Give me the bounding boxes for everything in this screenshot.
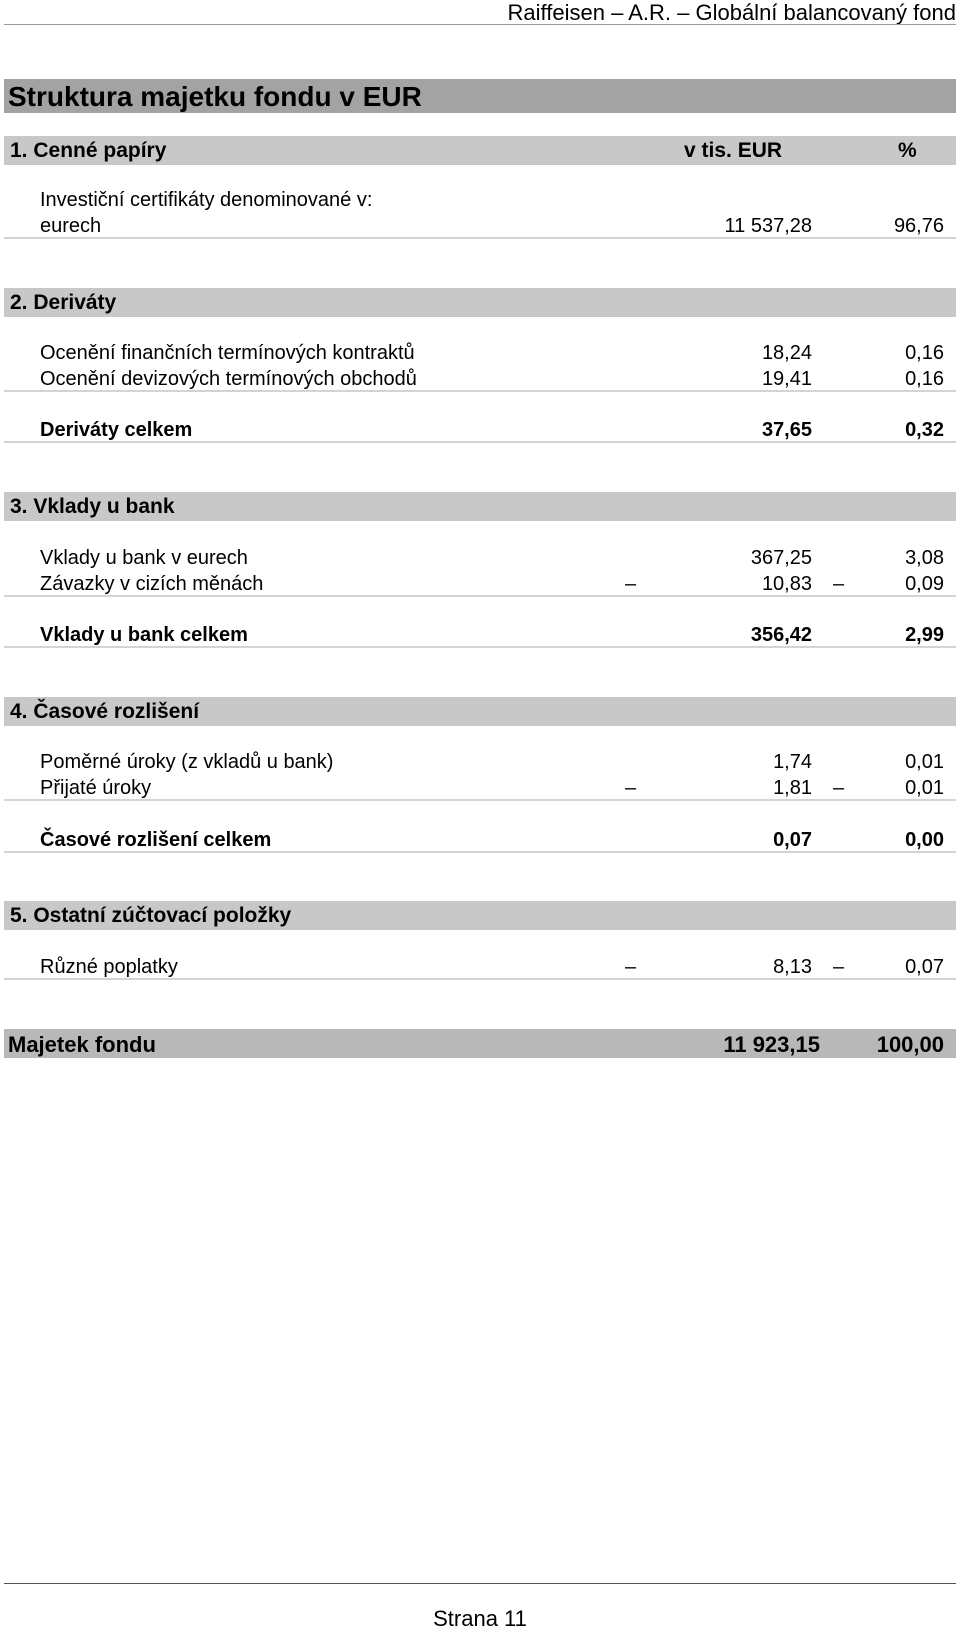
value-percent: 0,32 (905, 419, 944, 441)
subtotal-row (4, 624, 956, 648)
value-eur: 1,74 (773, 751, 812, 773)
value-eur: 8,13 (773, 956, 812, 978)
section-header-accruals (4, 697, 956, 726)
row-divider (4, 646, 956, 648)
negative-sign: – (833, 956, 845, 978)
subtotal-label: Časové rozlišení celkem (40, 829, 272, 851)
row-label: Vklady u bank v eurech (40, 547, 248, 569)
page-title: Struktura majetku fondu v EUR (8, 81, 422, 112)
row-divider (4, 595, 956, 597)
section-label: 5. Ostatní zúčtovací položky (10, 904, 292, 927)
value-percent: 0,16 (905, 342, 944, 364)
value-percent: 0,01 (905, 777, 944, 799)
subtotal-row (4, 419, 956, 443)
table-row (4, 956, 956, 980)
subtotal-row (4, 829, 956, 853)
page-number: Strana 11 (433, 1606, 527, 1631)
table-row (4, 751, 956, 775)
grand-total-bar (4, 1029, 956, 1058)
value-eur: 356,42 (750, 624, 812, 646)
table-row (4, 547, 956, 571)
section-header-other-items (4, 901, 956, 930)
grand-total-percent: 100,00 (876, 1032, 944, 1057)
subtotal-label: Vklady u bank celkem (40, 624, 248, 646)
value-percent: 0,01 (905, 751, 944, 773)
row-label: Přijaté úroky (40, 777, 152, 799)
row-label: eurech (40, 215, 102, 237)
row-divider (4, 851, 956, 853)
value-eur: 0,07 (773, 829, 812, 851)
value-eur: 18,24 (761, 342, 812, 364)
value-percent: 0,07 (905, 956, 944, 978)
row-label: Různé poplatky (40, 956, 178, 978)
negative-sign: – (833, 777, 845, 799)
row-divider (4, 441, 956, 443)
table-row (4, 189, 956, 213)
row-label: Investiční certifikáty denominované v: (40, 189, 373, 211)
header-divider (4, 24, 956, 25)
row-divider (4, 799, 956, 801)
row-label: Ocenění finančních termínových kontraktů (40, 342, 415, 364)
value-percent: 0,09 (905, 573, 944, 595)
grand-total-label: Majetek fondu (8, 1032, 156, 1057)
table-row (4, 368, 956, 392)
negative-sign: – (625, 956, 637, 978)
table-row (4, 573, 956, 597)
value-eur: 11 537,28 (724, 215, 812, 237)
row-divider (4, 390, 956, 392)
section-label: 1. Cenné papíry (10, 139, 167, 162)
value-eur: 37,65 (761, 419, 812, 441)
value-percent: 2,99 (905, 624, 944, 646)
footer-divider (4, 1583, 956, 1584)
section-label: 4. Časové rozlišení (10, 700, 200, 723)
negative-sign: – (625, 777, 637, 799)
table-row (4, 342, 956, 366)
section-header-bank-deposits (4, 492, 956, 521)
page-title-bar (4, 79, 956, 113)
row-divider (4, 978, 956, 980)
value-percent: 0,00 (905, 829, 944, 851)
document-header: Raiffeisen – A.R. – Globální balancovaný fond (507, 0, 956, 25)
column-header-eur: v tis. EUR (684, 139, 783, 162)
table-row (4, 777, 956, 801)
value-percent: 0,16 (905, 368, 944, 390)
column-header-percent: % (898, 139, 917, 162)
value-percent: 96,76 (893, 215, 944, 237)
section-header-securities (4, 136, 956, 165)
section-header-derivatives (4, 288, 956, 317)
section-label: 2. Deriváty (10, 291, 117, 314)
row-label: Poměrné úroky (z vkladů u bank) (40, 751, 334, 773)
section-label: 3. Vklady u bank (10, 495, 175, 518)
value-eur: 10,83 (761, 573, 812, 595)
value-eur: 367,25 (750, 547, 812, 569)
value-eur: 19,41 (761, 368, 812, 390)
row-divider (4, 237, 956, 239)
value-percent: 3,08 (905, 547, 944, 569)
row-label: Závazky v cizích měnách (40, 573, 264, 595)
grand-total-eur: 11 923,15 (723, 1032, 820, 1057)
row-label: Ocenění devizových termínových obchodů (40, 368, 417, 390)
negative-sign: – (625, 573, 637, 595)
table-row (4, 215, 956, 239)
negative-sign: – (833, 573, 845, 595)
value-eur: 1,81 (773, 777, 812, 799)
subtotal-label: Deriváty celkem (40, 419, 193, 441)
